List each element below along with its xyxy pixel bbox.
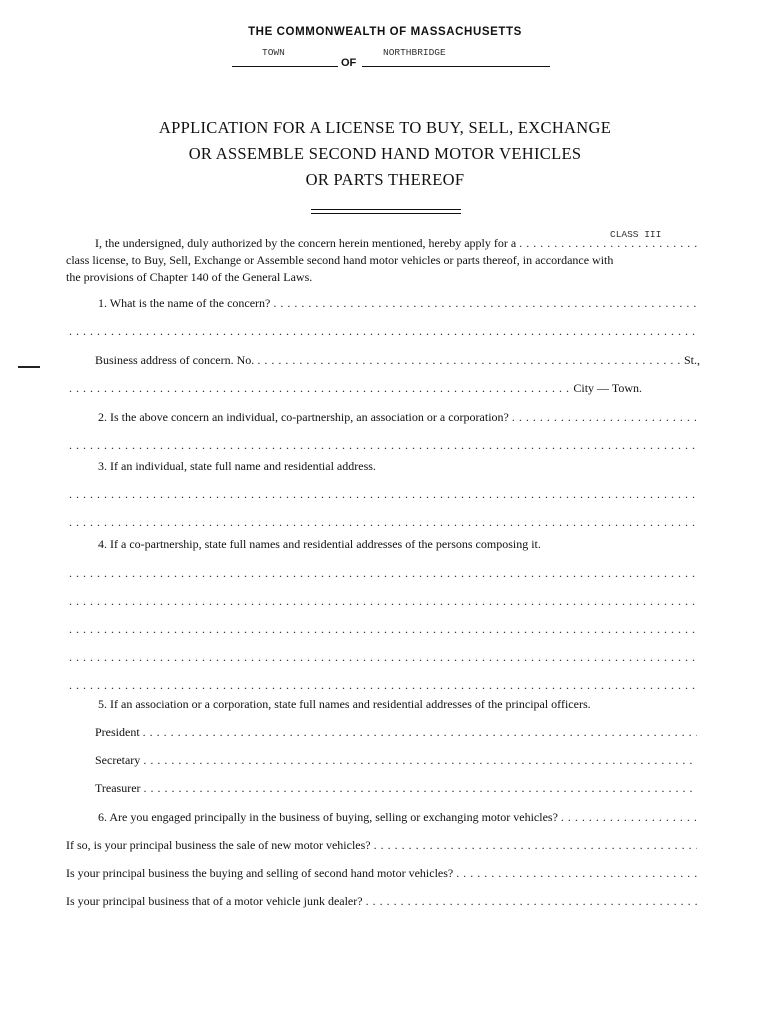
question-6a-row [66, 838, 700, 853]
individual-line-1 [66, 487, 700, 502]
question-1-row [98, 296, 700, 311]
address-label: Business address of concern. No. [95, 353, 255, 367]
street-field[interactable] [257, 353, 681, 368]
class-field[interactable] [519, 236, 697, 251]
form-title-line-1: APPLICATION FOR A LICENSE TO BUY, SELL, EXCHANGE [158, 118, 612, 137]
city-suffix: City — Town. [573, 381, 642, 395]
question-6c-label: Is your principal business that of a motor vehicle junk dealer? [66, 894, 363, 908]
question-5-row [98, 697, 700, 712]
commonwealth-heading: THE COMMONWEALTH OF MASSACHUSETTS [248, 26, 522, 38]
new-vehicles-field[interactable] [374, 838, 697, 853]
individual-field-1[interactable] [69, 487, 697, 502]
individual-field-2[interactable] [69, 515, 697, 530]
question-4-label: 4. If a co-partnership, state full names and residential addresses of the persons composing it. [98, 537, 541, 551]
partnership-line-1 [66, 566, 700, 581]
concern-name-field[interactable] [273, 296, 697, 311]
partnership-line-5 [66, 678, 700, 693]
secretary-row [95, 753, 700, 768]
treasurer-label: Treasurer [95, 781, 141, 795]
concern-name-field-2[interactable] [69, 324, 697, 339]
of-label: OF [341, 57, 357, 69]
form-title-line-3: OR PARTS THEREOF [305, 170, 465, 189]
concern-type-continuation [66, 438, 700, 453]
title-divider [311, 209, 461, 214]
question-3-row [98, 459, 700, 474]
question-6b-row [66, 866, 700, 881]
second-hand-field[interactable] [456, 866, 697, 881]
form-title-line-2: OR ASSEMBLE SECOND HAND MOTOR VEHICLES [188, 144, 582, 163]
city-row [66, 381, 642, 396]
question-6-label: 6. Are you engaged principally in the business of buying, selling or exchanging motor vehicles? [98, 810, 558, 824]
concern-type-field[interactable] [512, 410, 697, 425]
individual-line-2 [66, 515, 700, 530]
partnership-line-3 [66, 622, 700, 637]
town-caption: TOWN [262, 47, 285, 58]
question-6b-label: Is your principal business the buying and selling of second hand motor vehicles? [66, 866, 454, 880]
partnership-field-3[interactable] [69, 622, 697, 637]
question-4-row [98, 537, 700, 552]
town-type-field[interactable] [232, 66, 338, 67]
partnership-field-2[interactable] [69, 594, 697, 609]
treasurer-row [95, 781, 700, 796]
question-5-label: 5. If an association or a corporation, state full names and residential addresses of the principal officers. [98, 697, 591, 711]
partnership-field-5[interactable] [69, 678, 697, 693]
partnership-field-1[interactable] [69, 566, 697, 581]
question-3-label: 3. If an individual, state full name and residential address. [98, 459, 376, 473]
principal-business-field[interactable] [561, 810, 697, 825]
president-label: President [95, 725, 140, 739]
question-2-label: 2. Is the above concern an individual, co-partnership, an association or a corporation? [98, 410, 509, 424]
intro-text-1: I, the undersigned, duly authorized by the concern herein mentioned, hereby apply for a [95, 236, 517, 250]
question-6c-row [66, 894, 700, 909]
intro-line-1 [95, 236, 700, 251]
street-suffix: St., [683, 353, 700, 367]
president-field[interactable] [143, 725, 697, 740]
town-name-field[interactable] [362, 66, 550, 67]
question-1-label: 1. What is the name of the concern? [98, 296, 271, 310]
question-2-row [98, 410, 700, 425]
concern-type-field-2[interactable] [69, 438, 697, 453]
city-field[interactable] [69, 381, 570, 396]
question-6a-label: If so, is your principal business the sale of new motor vehicles? [66, 838, 371, 852]
partnership-line-2 [66, 594, 700, 609]
president-row [95, 725, 700, 740]
concern-name-continuation [66, 324, 700, 339]
class-value: CLASS III [610, 229, 662, 240]
intro-text-3: the provisions of Chapter 140 of the General Laws. [66, 270, 313, 284]
margin-mark [18, 366, 40, 368]
intro-text-2: class license, to Buy, Sell, Exchange or Assemble second hand motor vehicles or parts thereof, in accordance with [66, 253, 614, 267]
treasurer-field[interactable] [144, 781, 697, 796]
secretary-label: Secretary [95, 753, 141, 767]
address-row [95, 353, 700, 368]
partnership-line-4 [66, 650, 700, 665]
question-6-row [98, 810, 700, 825]
secretary-field[interactable] [143, 753, 697, 768]
partnership-field-4[interactable] [69, 650, 697, 665]
town-value: NORTHBRIDGE [383, 47, 446, 58]
junk-dealer-field[interactable] [366, 894, 697, 909]
